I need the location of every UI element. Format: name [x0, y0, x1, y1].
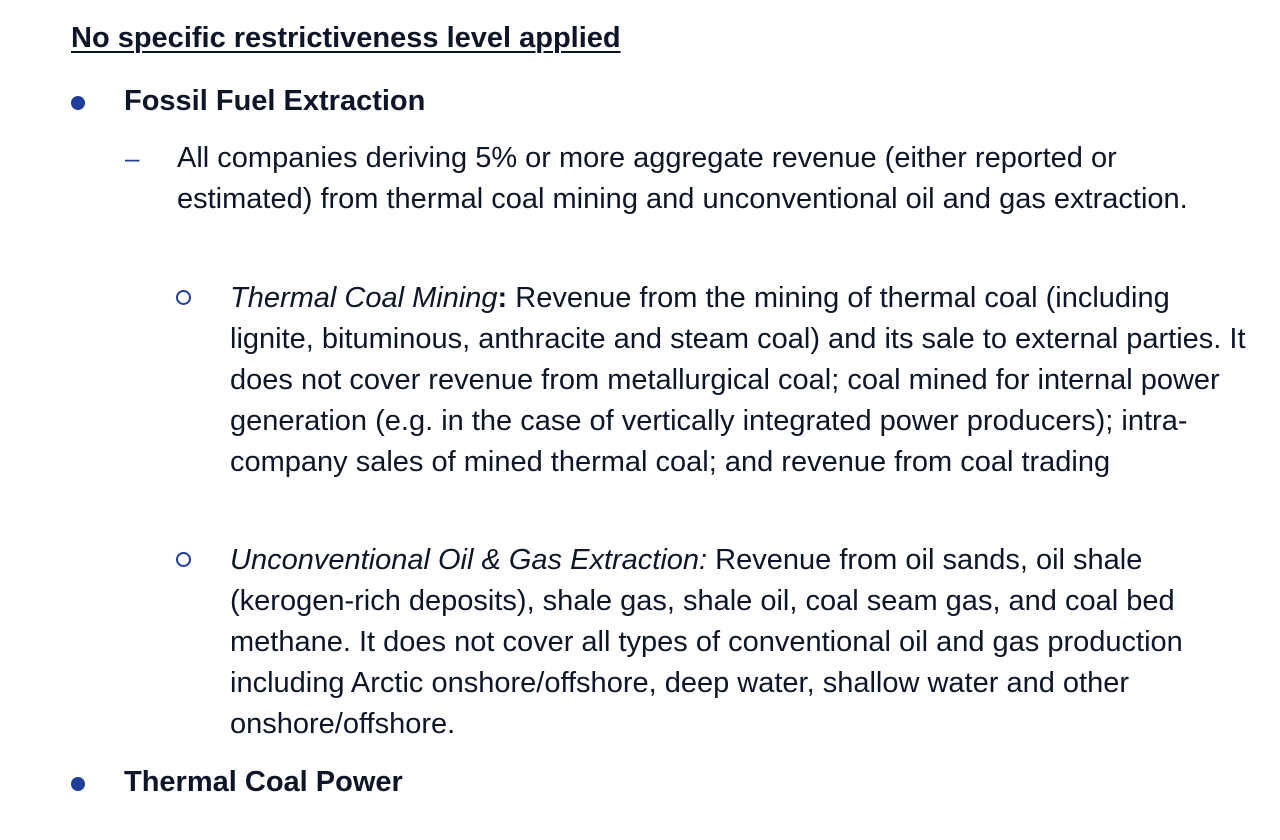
dash-bullet-icon: – [125, 143, 140, 173]
term-label: Unconventional Oil & Gas Extraction: [230, 544, 708, 576]
paragraph: All companies deriving 5% or more aggregate revenue (either reported or estimated) from thermal coal mining and unconventional oil and gas extraction. [177, 142, 1188, 215]
bullet-dot-icon [71, 96, 85, 110]
term-definition: Revenue from oil sands, oil shale (kerogen-rich deposits), shale gas, shale oil, coal seam gas, and coal bed methane. It does not cover all types of conventional oil and gas production including Arctic onshore/offshore, deep water, shallow water and other onshore/offshore. [230, 544, 1183, 740]
bullet-dot-icon [71, 777, 85, 791]
term-label: Thermal Coal Mining [230, 282, 498, 314]
list-item-label: Thermal Coal Power [124, 766, 403, 798]
section-heading: No specific restrictiveness level applied [71, 22, 621, 54]
term-separator: : [497, 282, 508, 314]
circle-bullet-icon [176, 290, 191, 305]
paragraph [230, 278, 1256, 483]
term-definition: Revenue from the mining of thermal coal (including lignite, bituminous, anthracite and steam coal) and its sale to external parties. It does not cover revenue from metallurgical coal; coal mined for internal power generation (e.g. in the case of vertically integrated power producers); intra-company sales of mined thermal coal; and revenue from coal trading [230, 282, 1246, 478]
circle-bullet-icon [176, 552, 191, 567]
list-item-label: Fossil Fuel Extraction [124, 85, 426, 117]
paragraph [230, 540, 1256, 745]
